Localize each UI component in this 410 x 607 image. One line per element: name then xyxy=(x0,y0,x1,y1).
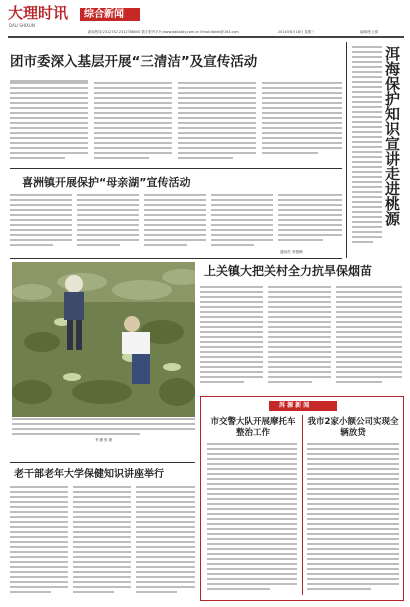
logo: 大理时讯 xyxy=(8,4,69,22)
col xyxy=(200,286,263,386)
masthead-rule xyxy=(8,36,404,38)
col xyxy=(10,194,72,249)
col xyxy=(10,82,88,162)
col xyxy=(336,286,402,386)
date: 2014年6月18日 星期三 xyxy=(278,30,315,34)
body-a1-cols xyxy=(10,82,342,164)
col xyxy=(278,194,342,244)
divider xyxy=(10,462,195,463)
divider xyxy=(10,168,342,169)
headline-a5: 老干部老年大学保健知识讲座举行 xyxy=(14,469,164,480)
col xyxy=(94,82,172,162)
box-left-body xyxy=(207,443,297,593)
col xyxy=(77,194,139,249)
col xyxy=(73,486,131,596)
col xyxy=(211,194,273,249)
col xyxy=(136,486,195,596)
contact-line: 新闻热线:2312742 2312788000 数字报刊平台:www.dalidaily.com.cn Email:dalirb@163.com xyxy=(88,30,239,34)
box-label: 洱 源 新 闻 xyxy=(279,402,310,409)
col xyxy=(352,46,382,246)
col xyxy=(268,286,331,386)
photo-caption xyxy=(12,418,195,443)
body-a5 xyxy=(10,486,195,601)
headline-a3 xyxy=(346,42,404,258)
col xyxy=(262,82,342,157)
byline-a2: 通讯员 李燕梅 xyxy=(280,250,303,254)
vertical-title: 洱海保护知识宣讲走进桃源 xyxy=(383,46,401,226)
editor: 编辑/张云倩 xyxy=(360,30,379,34)
section-title: 综合新闻 xyxy=(84,9,124,20)
headline-a2: 喜洲镇开展保护“母亲湖”宣传活动 xyxy=(22,176,191,189)
photo-image xyxy=(12,262,195,417)
photo-farmers xyxy=(12,262,195,417)
box-divider xyxy=(302,415,303,595)
divider xyxy=(10,258,342,259)
body-a4 xyxy=(200,286,404,390)
col xyxy=(10,486,68,596)
caption-credit: 李 摄 张 摄 xyxy=(95,438,112,442)
box-left-title: 市交警大队开展摩托车整治工作 xyxy=(210,417,296,438)
caption-lines xyxy=(12,418,195,435)
headline-a1: 团市委深入基层开展“三清洁”及宣传活动 xyxy=(10,54,258,70)
masthead xyxy=(8,4,404,38)
logo-pinyin: DALI SHIXUN xyxy=(9,23,35,28)
box-right-title: 我市2家小额公司实现全辆放贷 xyxy=(307,417,399,438)
body-a2 xyxy=(10,194,342,250)
col xyxy=(144,194,206,249)
box-right-body xyxy=(307,443,399,593)
headline-a4: 上关镇大把关村全力抗旱保烟苗 xyxy=(204,264,373,278)
col xyxy=(178,82,256,162)
news-box xyxy=(200,396,404,601)
